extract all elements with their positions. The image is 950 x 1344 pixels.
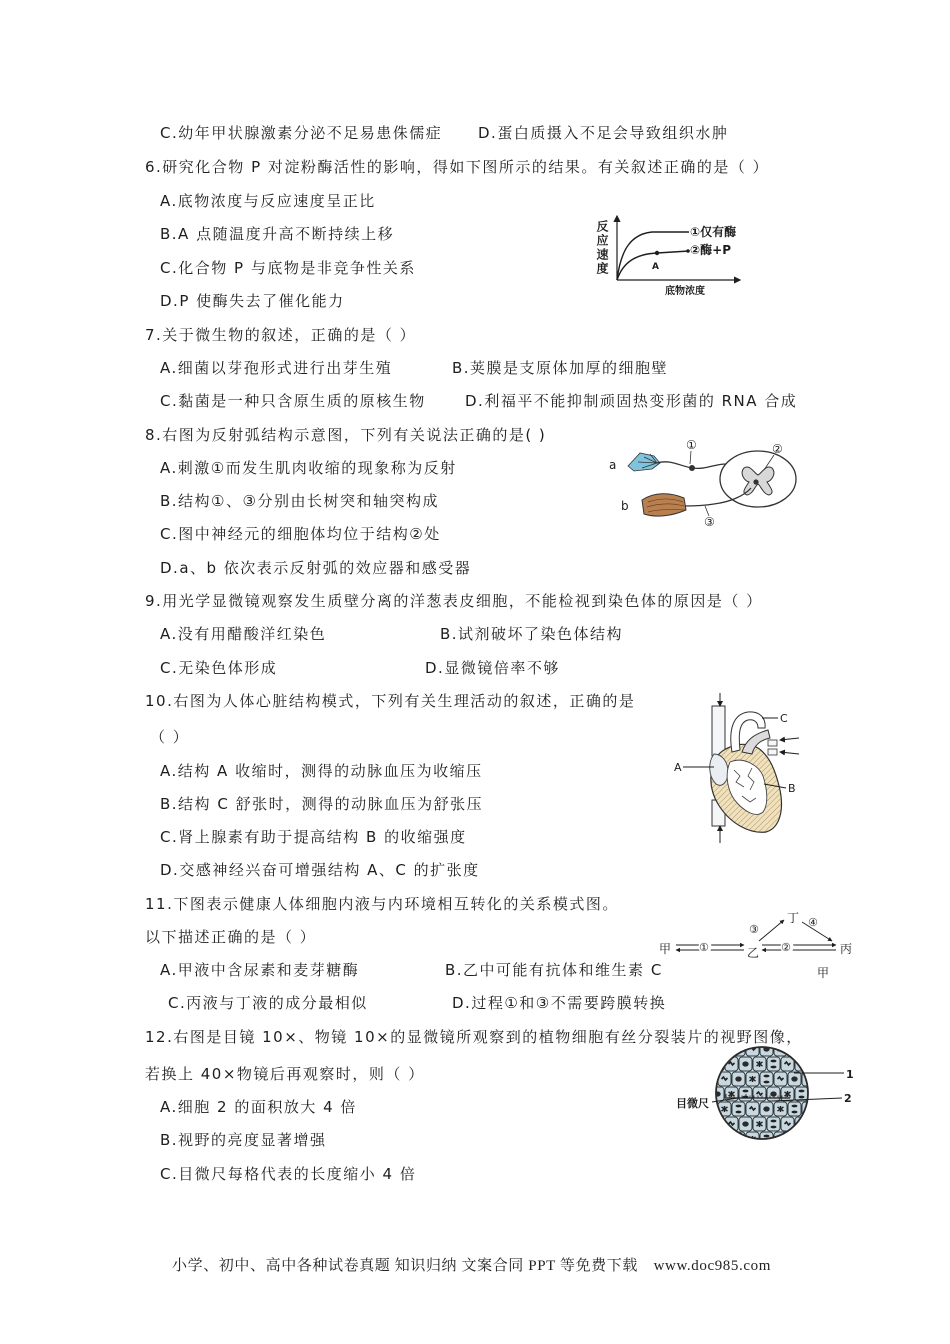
q7-option-d: D.利福平不能抑制顽固热变形菌的 RNA 合成 <box>465 392 798 410</box>
curve-enzyme-only-label: ①仅有酶 <box>690 225 737 239</box>
cell-nucleus <box>791 1076 797 1081</box>
cell <box>802 1132 815 1146</box>
cell <box>802 1042 815 1056</box>
cell-chromosomes <box>771 1120 777 1123</box>
pointer-1 <box>690 451 691 464</box>
cell <box>704 1072 717 1086</box>
cell <box>718 1042 731 1056</box>
cell-nucleus <box>819 1106 825 1111</box>
label-a: a <box>609 458 617 472</box>
q12-option-a: A.细胞 2 的面积放大 4 倍 <box>160 1098 357 1116</box>
label-process-3: ③ <box>749 923 759 936</box>
q8-option-b: B.结构①、③分别由长树突和轴突构成 <box>160 492 439 510</box>
q11-option-c: C.丙液与丁液的成分最相似 <box>168 994 368 1012</box>
label-1: ① <box>686 438 697 452</box>
cell-chromosomes <box>820 1141 826 1144</box>
q10-option-c: C.肾上腺素有助于提高结构 B 的收缩强度 <box>160 828 467 846</box>
q6-option-c: C.化合物 P 与底物是非竞争性关系 <box>160 259 416 277</box>
label-c: C <box>780 712 788 725</box>
cell-nucleus <box>735 1136 741 1141</box>
q11-stem: 11.下图表示健康人体细胞内液与内环境相互转化的关系模式图。 <box>145 895 619 913</box>
cell-chromosomes <box>764 1081 770 1084</box>
cell <box>711 1117 724 1131</box>
cell <box>788 1132 801 1146</box>
q6-chart-y-label: 反应速度 <box>595 220 609 276</box>
cell-nucleus <box>742 1061 748 1066</box>
q8-option-d: D.a、b 依次表示反射弧的效应器和感受器 <box>160 559 472 577</box>
cell-nucleus <box>819 1046 825 1051</box>
q11-option-a: A.甲液中含尿素和麦芽糖酶 <box>160 961 360 979</box>
q10-stem: 10.右图为人体心脏结构模式，下列有关生理活动的叙述，正确的是 <box>145 692 636 710</box>
ganglion-cell-body <box>689 465 695 471</box>
cell-chromosomes <box>799 1096 805 1099</box>
cell-chromosomes <box>764 1135 770 1138</box>
q9-option-b: B.试剂破坏了染色体结构 <box>440 625 624 643</box>
cell-nucleus <box>742 1121 748 1126</box>
cell <box>767 1057 780 1071</box>
cell-chromosomes <box>764 1141 770 1144</box>
arrow-pulmonary-in-2 <box>780 752 799 754</box>
q10-option-d: D.交感神经兴奋可增强结构 A、C 的扩张度 <box>160 861 480 879</box>
label-yi: 乙 <box>747 946 760 960</box>
cell <box>809 1057 822 1071</box>
label-b: B <box>788 782 796 795</box>
cell-nucleus <box>735 1076 741 1081</box>
cell-chromosomes <box>715 1126 721 1129</box>
cell-chromosomes <box>743 1090 749 1093</box>
q12-option-b: B.视野的亮度显著增强 <box>160 1131 327 1149</box>
cell-chromosomes <box>764 1075 770 1078</box>
cell-chromosomes <box>813 1121 819 1127</box>
micrometer-label: 目微尺 <box>676 1097 709 1110</box>
q9-option-d: D.显微镜倍率不够 <box>425 659 560 677</box>
cell <box>760 1072 773 1086</box>
cell <box>816 1042 829 1056</box>
cell-chromosomes <box>778 1137 784 1140</box>
label-jia-lower: 甲 <box>817 966 830 980</box>
q5-option-d: D.蛋白质摄入不足会导致组织水肿 <box>478 124 729 142</box>
cell <box>788 1042 801 1056</box>
cell-chromosomes <box>792 1045 798 1048</box>
label-process-1: ① <box>699 941 709 954</box>
q7-stem: 7.关于微生物的叙述，正确的是（ ） <box>145 326 417 344</box>
cell-chromosomes <box>820 1081 826 1084</box>
cell-chromosomes <box>771 1126 777 1129</box>
q9-option-a: A.没有用醋酸洋红染色 <box>160 625 327 643</box>
cell-nucleus <box>798 1121 804 1126</box>
label-bing: 丙 <box>840 942 853 956</box>
cell <box>704 1132 717 1146</box>
cell-chromosomes <box>708 1141 714 1144</box>
q12-option-c: C.目微尺每格代表的长度缩小 4 倍 <box>160 1165 417 1183</box>
q8-stem: 8.右图为反射弧结构示意图，下列有关说法正确的是( ) <box>145 426 547 444</box>
q8-option-c: C.图中神经元的细胞体均位于结构②处 <box>160 525 441 543</box>
label-2: ② <box>772 442 783 456</box>
pulmonary-vein-upper <box>768 740 777 746</box>
q10-option-b: B.结构 C 舒张时，测得的动脉血压为舒张压 <box>160 795 484 813</box>
curve-enzyme-only <box>617 232 689 280</box>
arrow-yi-to-ding <box>759 920 784 941</box>
q5-option-c: C.幼年甲状腺激素分泌不足易患侏儒症 <box>160 124 443 142</box>
x-axis-label: 底物浓度 <box>665 286 705 297</box>
pulmonary-vein-lower <box>768 749 777 755</box>
cell-chromosomes <box>736 1045 742 1048</box>
cell <box>816 1132 829 1146</box>
q9-option-c: C.无染色体形成 <box>160 659 278 677</box>
cell-chromosomes <box>820 1075 826 1078</box>
q7-option-b: B.荚膜是支原体加厚的细胞壁 <box>452 359 669 377</box>
cell <box>816 1102 829 1116</box>
cell <box>788 1102 801 1116</box>
interneuron <box>753 479 758 484</box>
label-a: A <box>674 761 682 774</box>
label-process-2: ② <box>781 941 791 954</box>
label-1: 1 <box>846 1068 854 1081</box>
q11-fluid-exchange-diagram <box>656 905 856 980</box>
label-process-4: ④ <box>808 916 818 929</box>
cell-chromosomes <box>792 1105 798 1108</box>
cell-chromosomes <box>806 1136 812 1142</box>
cell-chromosomes <box>813 1061 819 1067</box>
q12-microscope-field <box>668 1040 858 1150</box>
cell <box>732 1102 745 1116</box>
cell-chromosomes <box>771 1060 777 1063</box>
label-b: b <box>621 499 629 513</box>
cell-chromosomes <box>715 1120 721 1123</box>
cell <box>739 1087 752 1101</box>
q12-stem-2: 若换上 40×物镜后再观察时，则（ ） <box>145 1065 425 1083</box>
cell <box>816 1072 829 1086</box>
cell <box>697 1057 710 1071</box>
cell <box>704 1042 717 1056</box>
q12-stem: 12.右图是目镜 10×、物镜 10×的显微镜所观察到的植物细胞有丝分裂装片的视野图像， <box>145 1028 803 1046</box>
q6-option-b: B.A 点随温度升高不断持续上移 <box>160 225 395 243</box>
cell-nucleus <box>770 1091 776 1096</box>
label-3: ③ <box>704 515 715 529</box>
cell-chromosomes <box>792 1111 798 1114</box>
point-a-label: A <box>652 262 659 272</box>
cell-chromosomes <box>806 1047 812 1050</box>
q8-option-a: A.刺激①而发生肌肉收缩的现象称为反射 <box>160 459 457 477</box>
cell-chromosomes <box>736 1111 742 1114</box>
cell-nucleus <box>763 1106 769 1111</box>
cell-chromosomes <box>771 1066 777 1069</box>
curve-enzyme-plus-p-label: ②酶+P <box>690 243 732 257</box>
q10-heart-diagram <box>672 692 802 844</box>
q6-option-a: A.底物浓度与反应速度呈正比 <box>160 192 376 210</box>
cell <box>767 1117 780 1131</box>
cell <box>774 1132 787 1146</box>
cell-chromosomes <box>715 1066 721 1069</box>
q8-reflex-arc-diagram <box>604 436 804 531</box>
q7-option-a: A.细菌以芽孢形式进行出芽生殖 <box>160 359 393 377</box>
cell-nucleus <box>791 1136 797 1141</box>
q11-stem-2: 以下描述正确的是（ ） <box>145 928 317 946</box>
superior-vena-cava <box>712 706 725 756</box>
cell-chromosomes <box>701 1121 707 1127</box>
cell-chromosomes <box>701 1092 707 1095</box>
q6-stem: 6.研究化合物 P 对淀粉酶活性的影响，得如下图所示的结果。有关叙述正确的是（ ） <box>145 158 770 176</box>
label-ding: 丁 <box>787 911 800 925</box>
cell <box>795 1087 808 1101</box>
cell <box>809 1117 822 1131</box>
cell <box>697 1117 710 1131</box>
cell-chromosomes <box>736 1105 742 1108</box>
q9-stem: 9.用光学显微镜观察发生质壁分离的洋葱表皮细胞，不能检视到染色体的原因是（ ） <box>145 592 763 610</box>
point-a-marker <box>655 251 659 255</box>
cell-nucleus <box>707 1046 713 1051</box>
cell <box>718 1132 731 1146</box>
label-jia: 甲 <box>659 942 672 956</box>
cell-chromosomes <box>813 1092 819 1095</box>
q10-option-a: A.结构 A 收缩时，测得的动脉血压为收缩压 <box>160 762 483 780</box>
cell-chromosomes <box>722 1137 728 1140</box>
q7-option-c: C.黏菌是一种只含原生质的原核生物 <box>160 392 426 410</box>
cell-chromosomes <box>820 1135 826 1138</box>
cell-chromosomes <box>708 1081 714 1084</box>
q10-stem-paren: （ ） <box>150 728 190 746</box>
cell-chromosomes <box>708 1075 714 1078</box>
cell-chromosomes <box>715 1060 721 1063</box>
cell-chromosomes <box>722 1046 728 1052</box>
label-2: 2 <box>844 1092 852 1105</box>
footer-ad: 小学、初中、高中各种试卷真题 知识归纳 文案合同 PPT 等免费下载 www.doc985.com <box>172 1258 771 1274</box>
q6-enzyme-chart <box>588 210 753 300</box>
q11-option-d: D.过程①和③不需要跨膜转换 <box>452 994 667 1012</box>
arrow-pulmonary-in-1 <box>780 738 799 740</box>
cell-chromosomes <box>799 1090 805 1093</box>
cell-chromosomes <box>701 1061 707 1067</box>
cell-chromosomes <box>792 1051 798 1054</box>
q11-option-b: B.乙中可能有抗体和维生素 C <box>445 961 663 979</box>
q6-option-d: D.P 使酶失去了催化能力 <box>160 292 345 310</box>
cell-chromosomes <box>708 1135 714 1138</box>
